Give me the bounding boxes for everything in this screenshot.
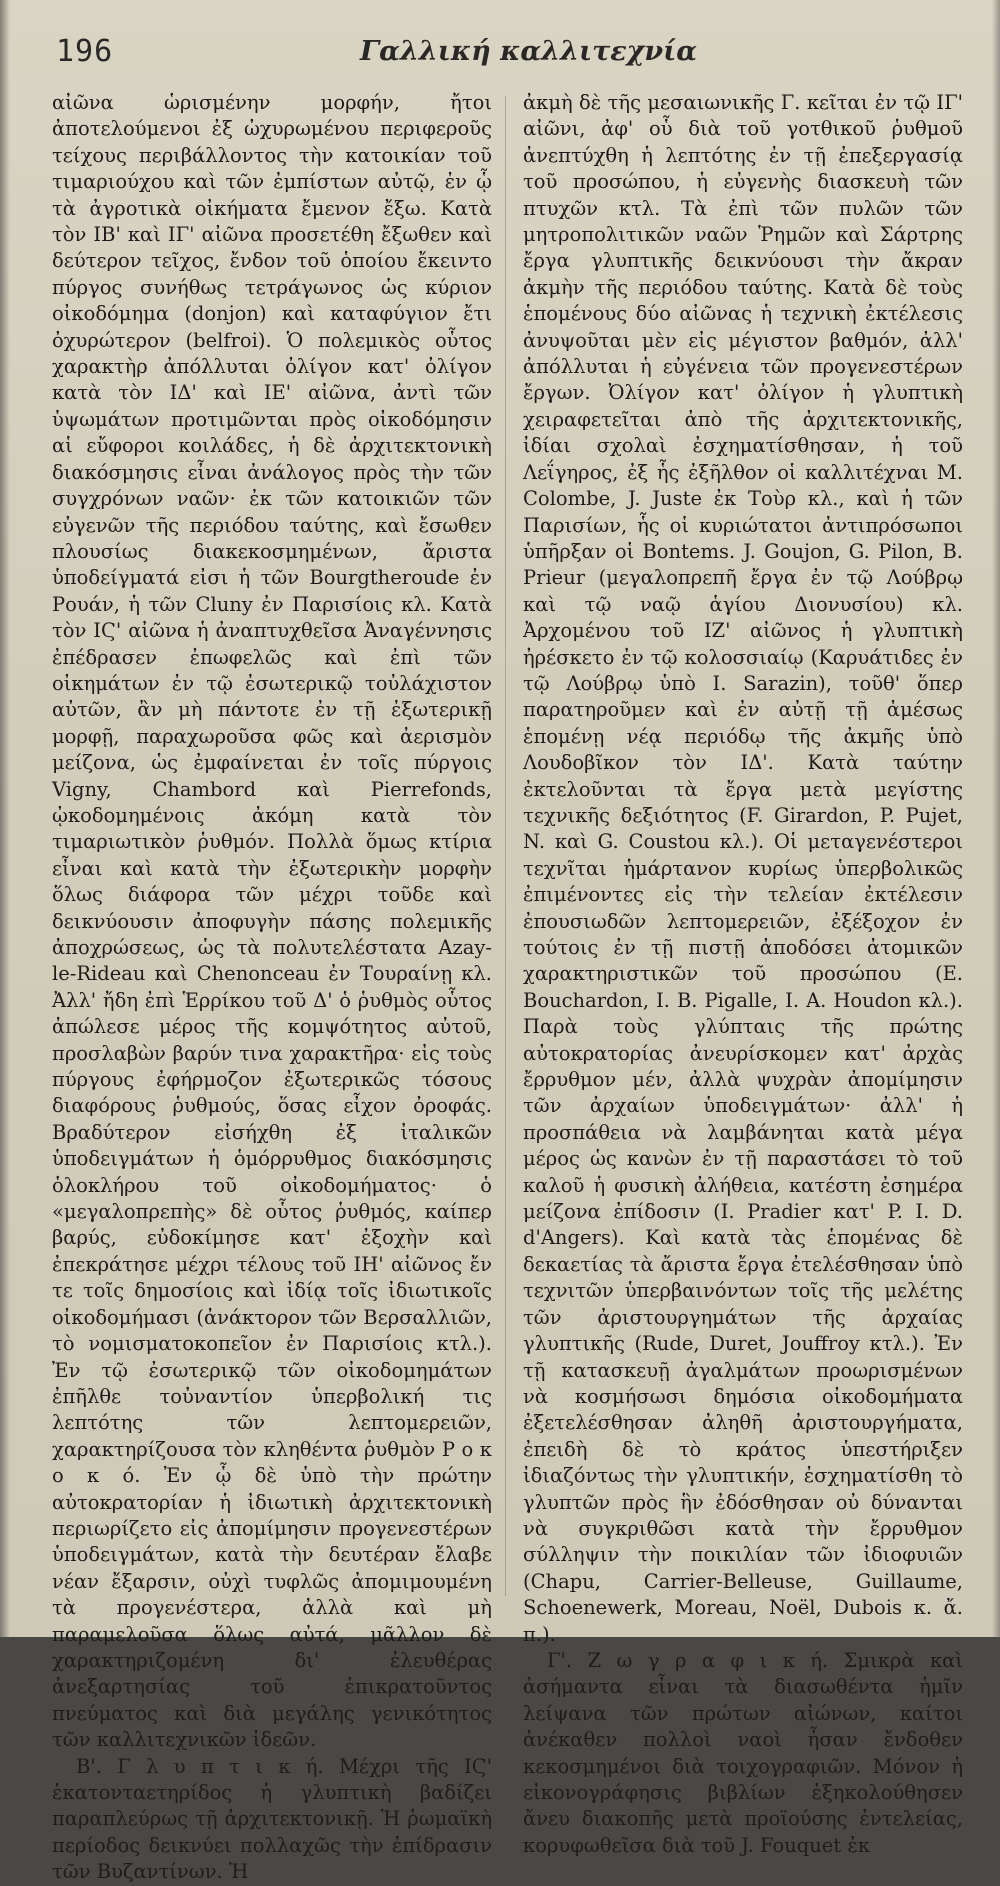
left-paragraph-1: αἰῶνα ὡρισμένην μορφήν, ἤτοι ἀποτελούμενοι ἐξ ὠχυρωμένου περιφεροῦς τείχους περιβάλλοντος τὴν κατοικίαν τοῦ τιμαριούχου καὶ τῶν ἐμπίστων αὐτῷ, ἐν ᾧ τὰ ἀγροτικὰ οἰκήματα ἔμενον ἔξω. Κατὰ τὸν ΙΒ' καὶ ΙΓ' αἰῶνα προσετέθη ἔξωθεν καὶ δεύτερον τεῖχος, ἔνδον τοῦ ὁποίου ἔκειντο πύργος συνήθως τετράγωνος ὡς κύριον οἰκοδόμημα (donjon) καὶ καταφύγιον ἔτι ὀχυρώτερον (belfroi). Ὁ πολεμικὸς οὗτος χαρακτὴρ ἀπόλλυται ὀλίγον κατ' ὀλίγον κατὰ τὸν ΙΔ' καὶ ΙΕ' αἰῶνα, ἀντὶ τῶν ὑψωμάτων προτιμῶνται πρὸς οἰκοδόμησιν αἱ εὔφοροι κοιλάδες, ἡ δὲ ἀρχιτεκτονικὴ διακόσμησις εἶναι ἀνάλογος πρὸς τὴν τῶν συγχρόνων ναῶν· ἐκ τῶν κατοικιῶν τῶν εὐγενῶν τῆς περιόδου ταύτης, καὶ ἔσωθεν πλουσίως διακεκοσμημένων, ἄριστα ὑποδείγματά εἰσι ἡ τῶν Bourgtheroude ἐν Ρουάν, ἡ τῶν Cluny ἐν Παρισίοις κλ. Κατὰ τὸν ΙϚ' αἰῶνα ἡ ἀναπτυχθεῖσα Ἀναγέννησις ἐπέδρασεν ἐπωφελῶς καὶ ἐπὶ τῶν οἰκημάτων ἐν τῷ ἐσωτερικῷ τοὐλάχιστον αὐτῶν, ἂν μὴ πάντοτε ἐν τῇ ἐξωτερικῇ μορφῇ, παραχωροῦσα φῶς καὶ ἀερισμὸν μείζονα, ὡς ἐμφαίνεται ἐν τοῖς πύργοις Vigny, Chambord καὶ Pierrefonds, ᾠκοδομημένοις ἀκόμη κατὰ τὸν τιμαριωτικὸν ῥυθμόν. Πολλὰ ὅμως κτίρια εἶναι καὶ κατὰ τὴν ἐξωτερικὴν μορφὴν ὅλως διάφορα τῶν μέχρι τοῦδε καὶ δεικνύουσιν ἀποφυγὴν πάσης πολεμικῆς ἀποχρώσεως, ὡς τὰ πολυτελέστατα Azay-le-Rideau καὶ Chenonceau ἐν Τουραίνῃ κλ. Ἀλλ' ἤδη ἐπὶ Ἑρρίκου τοῦ Δ' ὁ ῥυθμὸς οὗτος ἀπώλεσε μέρος τῆς κομψότητος αὐτοῦ, προσλαβὼν βαρύν τινα χαρακτῆρα· εἰς τοὺς πύργους ἐφήρμοζον ἐξωτερικῶς τόσους διαφόρους ῥυθμούς, ὅσας εἶχον ὀροφάς. Βραδύτερον εἰσήχθη ἐξ ἰταλικῶν ὑποδειγμάτων ἡ ὁμόρρυθμος διακόσμησις ὁλοκλήρου τοῦ οἰκοδομήματος· ὁ «μεγαλοπρεπὴς» δὲ οὗτος ῥυθμός, καίπερ βαρύς, εὐδοκίμησε κατ' ἐξοχὴν καὶ ἐπεκράτησε μέχρι τέλους τοῦ ΙΗ' αἰῶνος ἔν τε τοῖς δημοσίοις καὶ ἰδίᾳ τοῖς ἰδιωτικοῖς οἰκοδομήμασι (ἀνάκτορον τῶν Βερσαλλιῶν, τὸ νομισματοκοπεῖον ἐν Παρισίοις κτλ.). Ἐν τῷ ἐσωτερικῷ τῶν οἰκοδομημάτων ἐπῆλθε τοὐναντίον ὑπερβολική τις λεπτότης τῶν λεπτομερειῶν, χαρακτηρίζουσα τὸν κληθέντα ῥυθμὸν Ρ ο κ ο κ ό. Ἐν ᾧ δὲ ὑπὸ τὴν πρώτην αὐτοκρατορίαν ἡ ἰδιωτικὴ ἀρχιτεκτονικὴ περιωρίζετο εἰς ἀπομίμησιν προγενεστέρων ὑποδειγμάτων, κατὰ τὴν δευτέραν ἔλαβε νέαν ἔξαρσιν, οὐχὶ τυφλῶς ἀπομιμουμένη τὰ προγενέστερα, ἀλλὰ καὶ μὴ παραμελοῦσα ὅλως αὐτά, μᾶλλον δὲ χαρακτηριζομένη δι' ἐλευθέρας ἀνεξαρτησίας τοῦ ἐπικρατοῦντος πνεύματος καὶ διὰ μεγάλης γενικότητος τῶν καλλιτεχνικῶν ἰδεῶν. [52,91,492,1752]
right-paragraph-2: Γ'. Ζ ω γ ρ α φ ι κ ή. Σμικρὰ καὶ ἀσήμαντα εἶναι τὰ διασωθέντα ἡμῖν λείψανα τῶν πρώτων αἰώνων, καίτοι ἀνέκαθεν πολλοὶ ναοὶ ἦσαν ἔνδοθεν κεκοσμημένοι διὰ τοιχογραφιῶν. Μόνον ἡ εἰκονογράφησις βιβλίων ἐξηκολούθησεν ἄνευ διακοπῆς μετὰ προϊούσης ἐντελείας, κορυφωθεῖσα διὰ τοῦ J. Fouquet ἐκ [523,1648,963,1857]
right-paragraph-1: ἀκμὴ δὲ τῆς μεσαιωνικῆς Γ. κεῖται ἐν τῷ ΙΓ' αἰῶνι, ἀφ' οὗ διὰ τοῦ γοτθικοῦ ῥυθμοῦ ἀνεπτύχθη ἡ λεπτότης ἐν τῇ ἐπεξεργασίᾳ τοῦ προσώπου, ἡ εὐγενὴς διασκευὴ τῶν πτυχῶν κτλ. Τὰ ἐπὶ τῶν πυλῶν τῶν μητροπολιτικῶν ναῶν Ῥημῶν καὶ Σάρτρης ἔργα γλυπτικῆς δεικνύουσι τὴν ἄκραν ἀκμὴν τῆς περιόδου ταύτης. Κατὰ δὲ τοὺς ἑπομένους δύο αἰῶνας ἡ τεχνικὴ ἐκτέλεσις ἀνυψοῦται μὲν εἰς μέγιστον βαθμόν, ἀλλ' ἀπόλλυται ἡ εὐγένεια τῶν προγενεστέρων ἔργων. Ὀλίγον κατ' ὀλίγον ἡ γλυπτικὴ χειραφετεῖται ἀπὸ τῆς ἀρχιτεκτονικῆς, ἰδίαι σχολαὶ ἐσχηματίσθησαν, ἡ τοῦ Λεΐγηρος, ἐξ ἧς ἐξῆλθον οἱ καλλιτέχναι M. Colombe, J. Juste ἐκ Τοὺρ κλ., καὶ ἡ τῶν Παρισίων, ἧς οἱ κυριώτατοι ἀντιπρόσωποι ὑπῆρξαν οἱ Bontems. J. Goujon, G. Pilon, B. Prieur (μεγαλοπρεπῆ ἔργα ἐν τῷ Λούβρῳ καὶ τῷ ναῷ ἁγίου Διονυσίου) κλ. Ἀρχομένου τοῦ ΙΖ' αἰῶνος ἡ γλυπτικὴ ἠρέσκετο ἐν τῷ κολοσσιαίῳ (Καρυάτιδες ἐν τῷ Λούβρῳ ὑπὸ I. Sarazin), τοῦθ' ὅπερ παρατηροῦμεν καὶ ἐν αὐτῇ τῇ ἀμέσως ἑπομένῃ νέᾳ περιόδῳ τῆς ἀκμῆς ὑπὸ Λουδοβῖκον τὸν ΙΔ'. Κατὰ ταύτην ἐκτελοῦνται τὰ ἔργα μετὰ μεγίστης τεχνικῆς δεξιότητος (F. Girardon, P. Pujet, N. καὶ G. Coustou κλ.). Οἱ μεταγενέστεροι τεχνῖται ἡμάρτανον κυρίως ὑπερβολικῶς ἐπιμένοντες εἰς τὴν τελείαν ἐκτέλεσιν ἐπουσιωδῶν λεπτομερειῶν, ἐξέξοχον ἐν τούτοις ἐν τῇ πιστῇ ἀποδόσει ἀτομικῶν χαρακτηριστικῶν τοῦ προσώπου (E. Bouchardon, I. B. Pigalle, I. A. Houdon κλ.). Παρὰ τοὺς γλύπταις τῆς πρώτης αὐτοκρατορίας ἀνευρίσκομεν κατ' ἀρχὰς ἔρρυθμον μέν, ἀλλὰ ψυχρὰν ἀπομίμησιν τῶν ἀρχαίων ὑποδειγμάτων· ἀλλ' ἡ προσπάθεια νὰ λαμβάνηται κατὰ μέγα μέρος ὡς κανὼν ἐν τῇ παραστάσει τὸ τοῦ καλοῦ ἡ φυσικὴ ἀλήθεια, κατέστη ἐσημέρα μείζονα ἐπίδοσιν (I. Pradier κατ' P. I. D. d'Angers). Καὶ κατὰ τὰς ἑπομένας δὲ δεκαετίας τὰ ἄριστα ἔργα ἐτελέσθησαν ὑπὸ τεχνιτῶν ὑπερβαινόντων τοῖς τῆς μελέτης τῶν ἀριστουργημάτων τῆς ἀρχαίας γλυπτικῆς (Rude, Duret, Jouffroy κτλ.). Ἐν τῇ κατασκευῇ ἀγαλμάτων προωρισμένων νὰ κοσμήσωσι δημόσια οἰκοδομήματα ἐξετελέσθησαν ἀληθῆ ἀριστουργήματα, ἐπειδὴ δὲ τὸ κράτος ὑπεστήριξεν ἰδιαζόντως τὴν γλυπτικήν, ἐσχηματίσθη τὸ γλυπτῶν πρὸς ἣν ἐδόσθησαν οὐ δύνανται νὰ συγκριθῶσι κατὰ τὴν ἔρρυθμον σύλληψιν τὴν ποικιλίαν τῶν ἰδιοφυιῶν (Chapu, Carrier-Belleuse, Guillaume, Schoenewerk, Moreau, Noël, Dubois κ. ἄ. π.). [523,91,963,1646]
left-column [52,90,492,1886]
left-paragraph-2: Β'. Γ λ υ π τ ι κ ή. Μέχρι τῆς ΙϚ' ἑκατονταετηρίδος ἡ γλυπτικὴ βαδίζει παραπλεύρως τῇ ἀρχιτεκτονικῇ. Ἡ ῥωμαϊκὴ περίοδος δεικνύει πολλαχῶς τὴν ἐπίδρασιν τῶν Βυζαντίνων. Ἡ [52,1754,492,1884]
right-edge-shadow [992,0,1000,1637]
column-divider [505,96,506,1596]
running-title: Γαλλική καλλιτεχνία [360,36,697,67]
left-edge-shadow [0,0,10,1637]
page-number: 196 [56,34,114,69]
right-column [523,90,963,1859]
